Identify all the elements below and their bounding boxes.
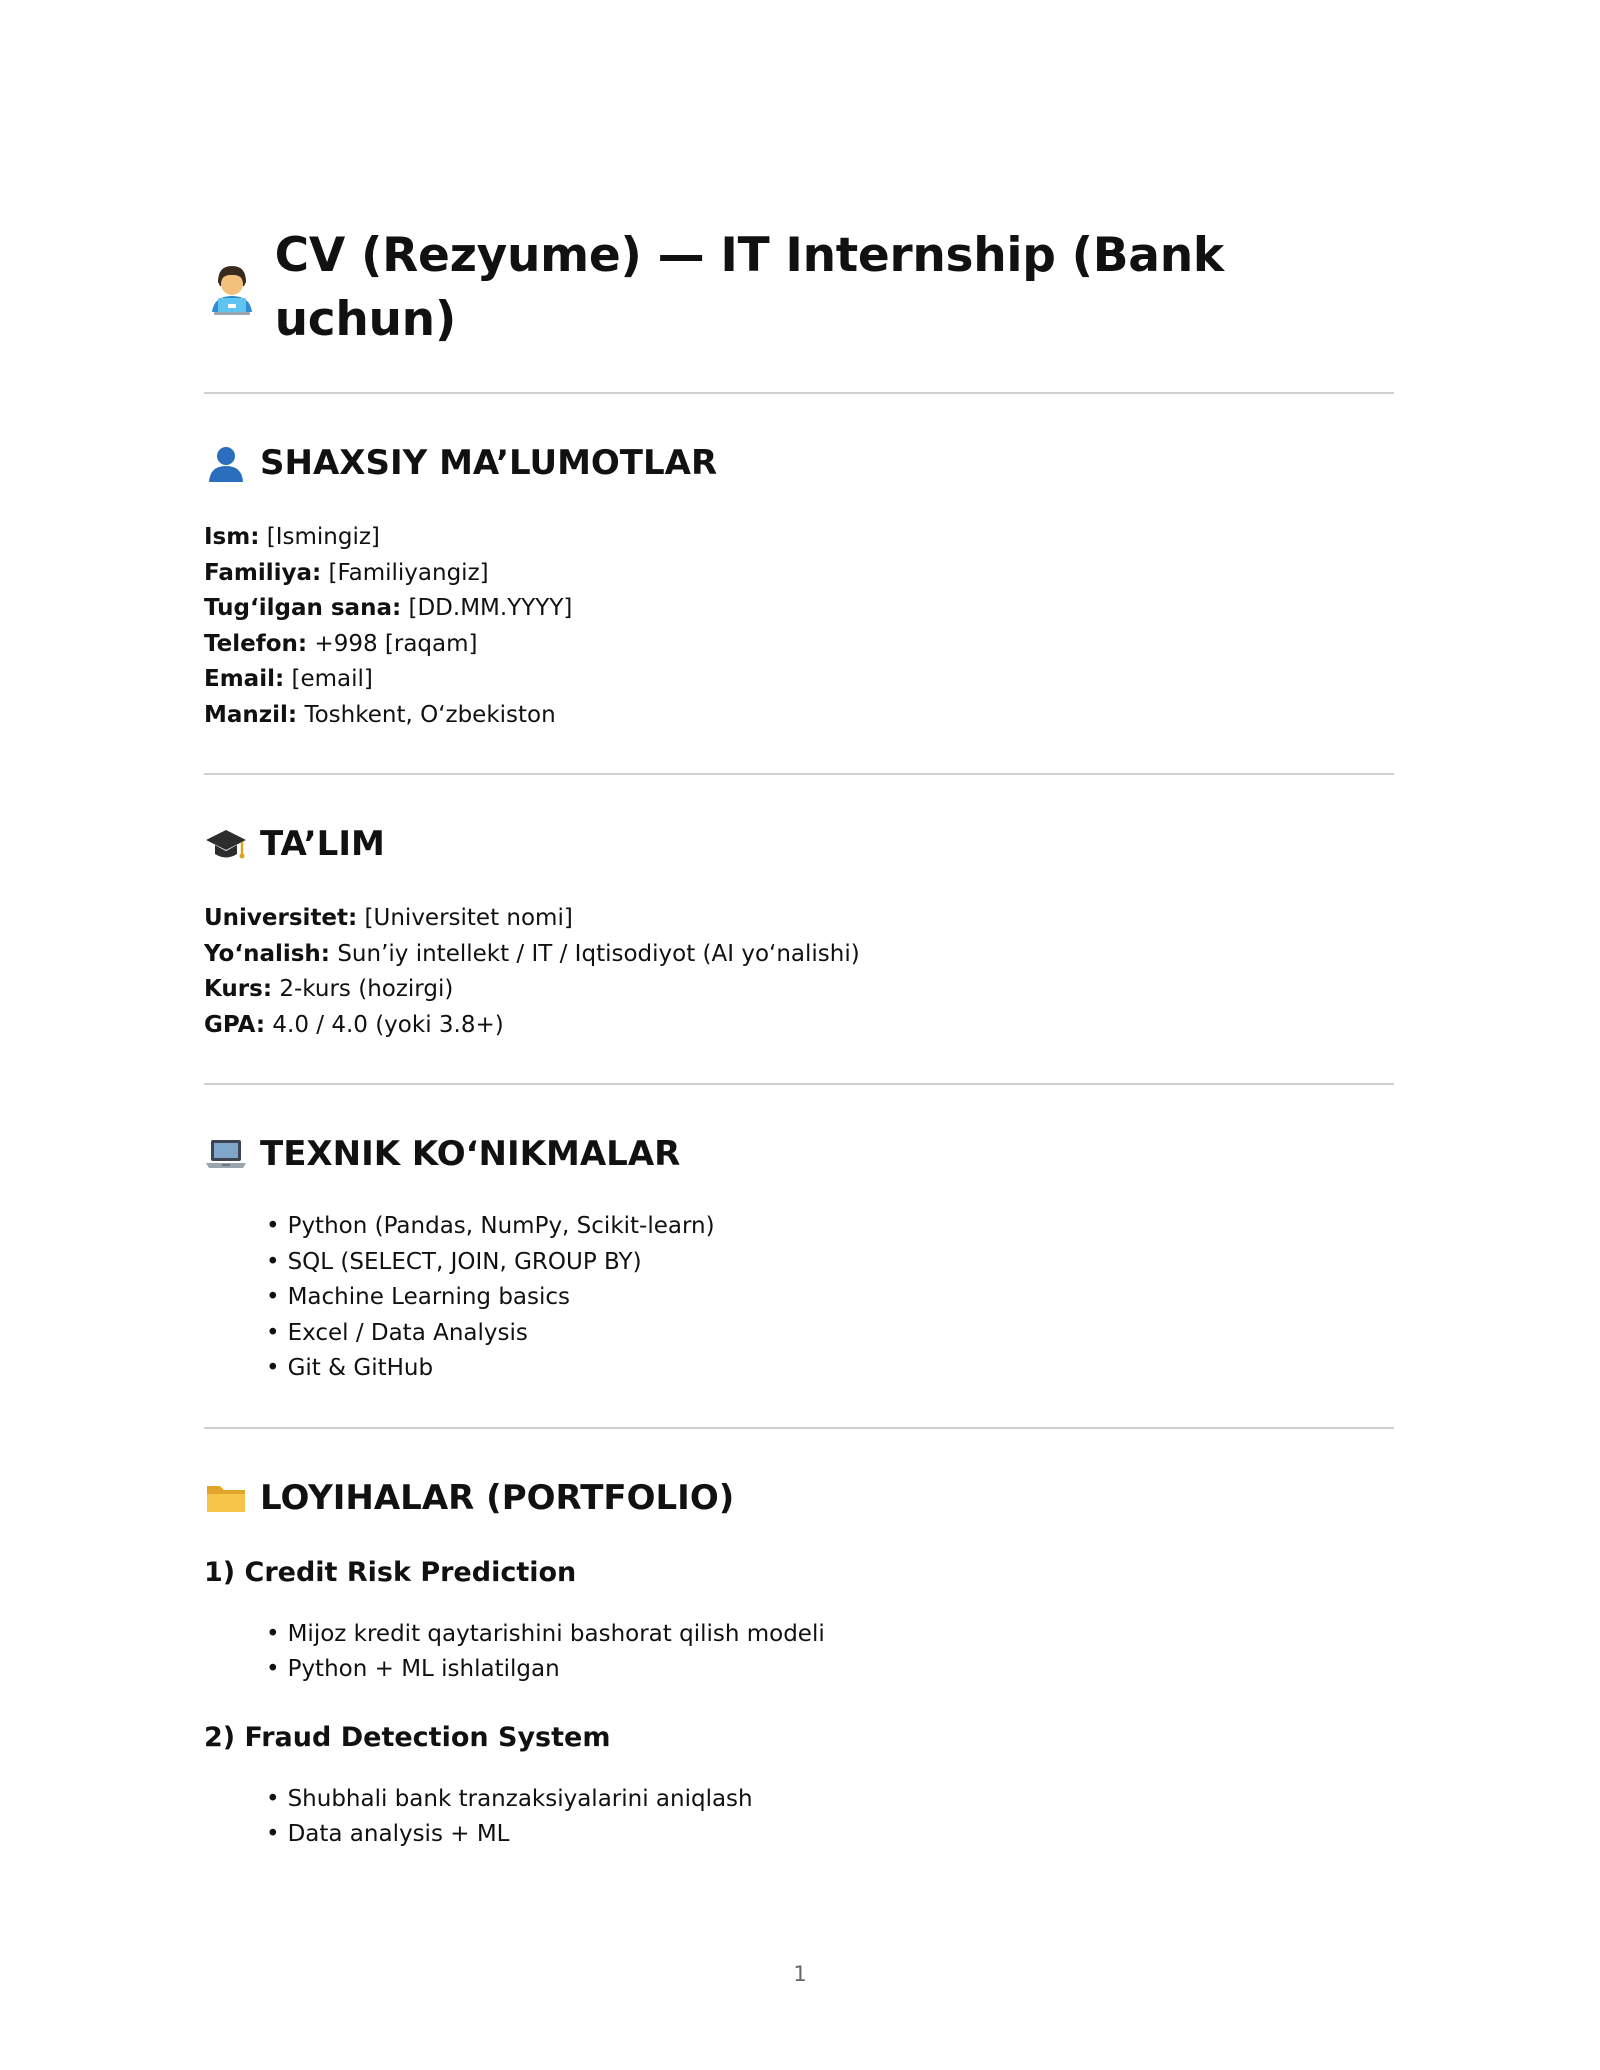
project-title: 2) Fraud Detection System xyxy=(204,1721,611,1753)
field-university xyxy=(204,901,1394,937)
field-label: Email: xyxy=(204,666,285,692)
section-personal xyxy=(204,394,1394,773)
field-label: Kurs: xyxy=(204,976,273,1002)
person-silhouette-icon xyxy=(204,441,248,485)
field-label: Familiya: xyxy=(204,559,322,586)
graduation-cap-icon xyxy=(204,822,248,866)
section-heading-education xyxy=(204,819,1394,869)
project-bullets xyxy=(266,1782,1394,1853)
field-email xyxy=(204,662,1394,698)
list-item: • Python (Pandas, NumPy, Scikit-learn) xyxy=(266,1209,1394,1245)
field-label: Yo‘nalish: xyxy=(204,940,331,967)
document-title xyxy=(204,224,1394,352)
field-label: Universitet: xyxy=(204,905,358,931)
field-label: Tug‘ilgan sana: xyxy=(204,595,402,621)
field-label: Telefon: xyxy=(204,630,308,657)
field-value: 4.0 / 4.0 (yoki 3.8+) xyxy=(272,1011,504,1038)
title-text: CV (Rezyume) — IT Internship (Bank uchun) xyxy=(274,228,1224,347)
field-value: +998 [raqam] xyxy=(314,630,478,657)
laptop-icon xyxy=(204,1132,248,1176)
list-item: • Git & GitHub xyxy=(266,1351,1394,1387)
field-value: Toshkent, O‘zbekiston xyxy=(304,701,556,728)
personal-fields xyxy=(204,520,1394,733)
section-heading-projects xyxy=(204,1473,1394,1523)
field-major xyxy=(204,937,1394,973)
field-value: [Universitet nomi] xyxy=(364,905,573,931)
field-value: [email] xyxy=(291,666,373,692)
field-birth-date xyxy=(204,591,1394,627)
field-value: 2-kurs (hozirgi) xyxy=(279,976,454,1002)
field-value: [DD.MM.YYYY] xyxy=(408,595,573,621)
section-skills xyxy=(204,1085,1394,1427)
field-label: Ism: xyxy=(204,524,260,550)
list-item: • Data analysis + ML xyxy=(266,1817,1394,1853)
page-number: 1 xyxy=(793,1962,807,1986)
document-content xyxy=(204,224,1394,1893)
field-label: GPA: xyxy=(204,1011,266,1038)
heading-text: SHAXSIY MA’LUMOTLAR xyxy=(260,443,718,483)
project-bullets xyxy=(266,1617,1394,1688)
project-title: 1) Credit Risk Prediction xyxy=(204,1556,577,1588)
section-heading-skills xyxy=(204,1129,1394,1179)
list-item: • Excel / Data Analysis xyxy=(266,1316,1394,1352)
field-familiya xyxy=(204,556,1394,592)
field-address xyxy=(204,698,1394,734)
field-value: [Ismingiz] xyxy=(266,524,380,550)
list-item: • Python + ML ishlatilgan xyxy=(266,1652,1394,1688)
field-ism xyxy=(204,520,1394,556)
heading-text: TA’LIM xyxy=(260,824,385,864)
section-projects xyxy=(204,1429,1394,1893)
list-item: • Mijoz kredit qaytarishini bashorat qilish modeli xyxy=(266,1617,1394,1653)
field-phone xyxy=(204,627,1394,663)
technologist-icon xyxy=(204,259,261,317)
list-item: • Shubhali bank tranzaksiyalarini aniqlash xyxy=(266,1782,1394,1818)
field-value: Sun’iy intellekt / IT / Iqtisodiyot (AI yo‘nalishi) xyxy=(337,940,860,967)
skills-list xyxy=(266,1209,1394,1387)
section-heading-personal xyxy=(204,438,1394,488)
list-item: • SQL (SELECT, JOIN, GROUP BY) xyxy=(266,1245,1394,1281)
folder-icon xyxy=(204,1476,248,1520)
heading-text: TEXNIK KO‘NIKMALAR xyxy=(260,1134,681,1174)
education-fields xyxy=(204,901,1394,1043)
list-item: • Machine Learning basics xyxy=(266,1280,1394,1316)
field-course xyxy=(204,972,1394,1008)
field-value: [Familiyangiz] xyxy=(328,559,489,586)
field-label: Manzil: xyxy=(204,701,298,728)
heading-text: LOYIHALAR (PORTFOLIO) xyxy=(260,1477,735,1518)
section-education xyxy=(204,775,1394,1083)
field-gpa xyxy=(204,1008,1394,1044)
